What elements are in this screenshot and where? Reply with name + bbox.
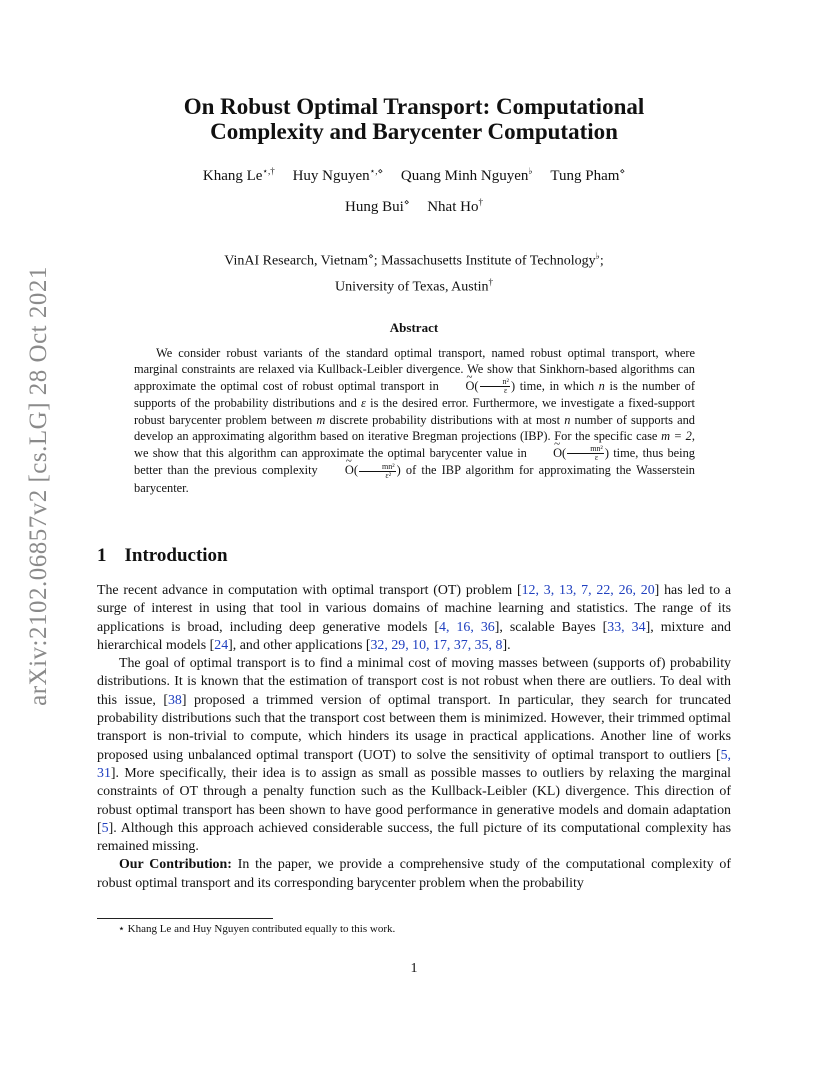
- affiliations: VinAI Research, Vietnam⋄; Massachusetts Institute of Technology♭; University of Texas, Austin†: [224, 251, 604, 295]
- citation-link[interactable]: 5: [101, 820, 109, 836]
- paragraph: The recent advance in computation with optimal transport (OT) problem [12, 3, 13, 7, 22, 26, 20] has led to a surge of interest in using that tool in various domains of machine learning and statistics. The range of its applications is broad, including deep generative models [4, 16, 36], scalable Bayes [33, 34], mixture and hierarchical models [24], and other applications [32, 29, 10, 17, 37, 35, 8].: [97, 583, 732, 653]
- title-line-1: On Robust Optimal Transport: Computational: [183, 94, 645, 119]
- paragraph: The goal of optimal transport is to find a minimal cost of moving masses between (supports of) probability distributions. It is known that the estimation of transport cost is not robust when there are outliers. To deal with this issue, [38] proposed a trimmed version of optimal transport. In particular, they search for truncated probability distributions such that the transport cost between them is minimized. However, their trimmed optimal transport is non-trivial to compute, which hinders its usage in practical applications. Another line of works proposed using unbalanced optimal transport (UOT) to solve the sensitivity of optimal transport to outliers [5, 31]. More specifically, their idea is to assign as small as possible masses to outliers by relaxing the marginal constraints of OT through a penalty function such as the Kullback-Leibler (KL) divergence. This direction of robust optimal transport has been shown to have good performance in generative models and domain adaptation [5]. Although this approach achieved considerable success, the full picture of its computational complexity has remained missing.: [97, 656, 731, 855]
- author: Nhat Ho†: [427, 197, 483, 215]
- author: Tung Pham⋄: [550, 166, 626, 184]
- paper-title: [100, 94, 728, 144]
- page-number: 1: [410, 961, 418, 976]
- title-line-2: Complexity and Barycenter Computation: [210, 119, 618, 144]
- paragraph: Our Contribution: In the paper, we provide a comprehensive study of the computational complexity of robust optimal transport and its corresponding barycenter problem when the probability: [97, 857, 731, 891]
- section-heading: 1 Introduction: [97, 545, 228, 566]
- citation-link[interactable]: 32, 29, 10, 17, 37, 35, 8: [370, 637, 503, 653]
- body-text: [97, 582, 731, 893]
- citation-link[interactable]: 12, 3, 13, 7, 22, 26, 20: [521, 583, 655, 598]
- footnote-rule: [97, 918, 273, 919]
- citation-link[interactable]: 38: [167, 692, 182, 708]
- authors-row-1: [100, 166, 728, 185]
- abstract-body: We consider robust variants of the standard optimal transport, named robust optimal transport, where marginal constraints are relaxed via Kullback-Leibler divergence. We show that Sinkhorn-based algorithms can approximate the optimal cost of robust optimal transport in ~ O( $\frac{\text{n²}}{\varepsilon}$ ) time, in which n is the number of supports of the probability distributions and ε is the desired error. Furthermore, we investigate a fixed-support robust barycenter problem between m discrete probability distributions with at most n number of supports and develop an approximating algorithm based on iterative Bregman projections (IBP). For the specific case m = 2, we show that this algorithm can approximate the optimal barycenter value in ~ O( $\frac{\text{mn²}}{\varepsilon}$ ) time, thus being better than the previous complexity ~ O( $\frac{\text{mn²}}{\text{ε²}}$ ) of the IBP algorithm for approximating the Wasserstein barycenter.: [134, 345, 695, 496]
- footnote: ⋆ Khang Le and Huy Nguyen contributed equally to this work.: [118, 923, 396, 935]
- citation-link[interactable]: 24: [214, 637, 229, 653]
- author: Khang Le⋆,†: [202, 166, 275, 184]
- author: Hung Bui⋄: [345, 197, 410, 215]
- citation-link[interactable]: 4, 16, 36: [439, 619, 495, 635]
- abstract-heading: Abstract: [389, 320, 439, 335]
- citation-link[interactable]: 5, 31: [97, 747, 731, 781]
- citation-link[interactable]: 33, 34: [607, 619, 646, 635]
- arxiv-stamp: arXiv:2102.06857v2 [cs.LG] 28 Oct 2021: [25, 266, 52, 706]
- author: Huy Nguyen⋆,⋄: [292, 166, 384, 184]
- author: Quang Minh Nguyen♭: [400, 166, 533, 184]
- authors-row-2: [100, 197, 728, 216]
